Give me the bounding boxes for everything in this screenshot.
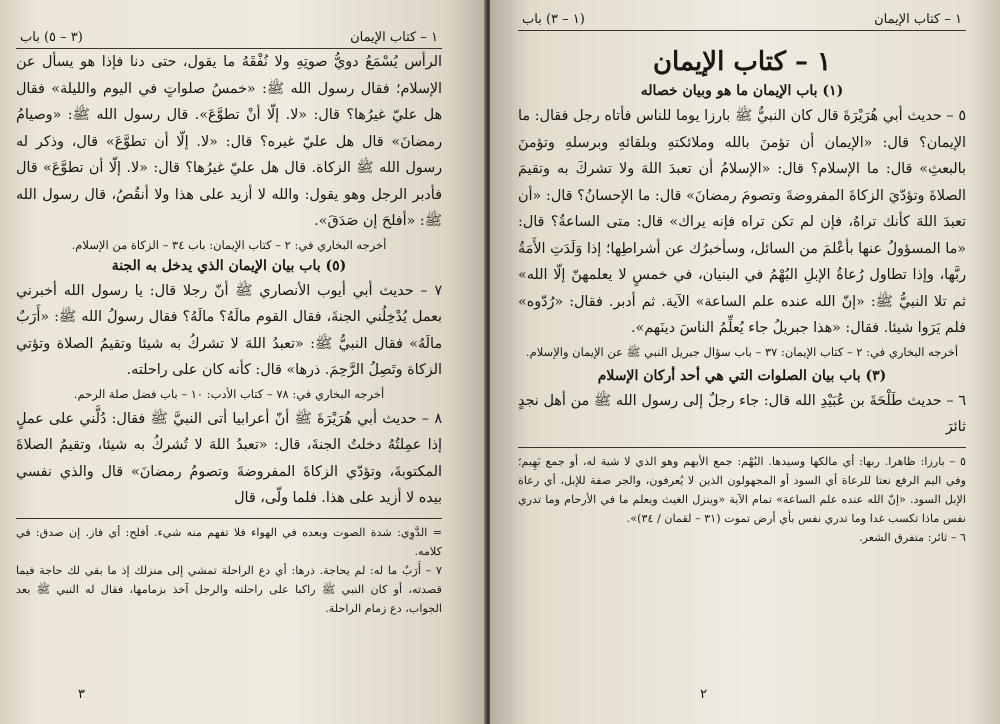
hadith-text: ٧ – حديث أبي أيوب الأنصاري ﷺ أنّ رجلا قال: يا رسول الله أخبرني بعمل يُدْخِلُني الجنةَ، فقال القوم مالَهُ؟ مالَهُ؟ فقال رسولُ الله ﷺ: «أَرَبٌ مالَهُ» فقال النبيُّ ﷺ: «تعبدُ اللهَ لا تشركُ به شيئا وتقيمُ الصلاة وتؤتي الزكاة وتَصِلُ الرَّحِمَ. ذرها» قال: كأنه كان على راحلته. (16, 282, 442, 378)
footnote: = الدَّوِي: شدة الصوت وبعده في الهواء فلا تفهم منه شيء. أفلح: أي فاز. إن صدق: في كلامه. (16, 525, 442, 558)
hadith-text: الرأس يُسْمَعُ دويُّ صوتِهِ ولا نُفْقَهُ ما يقول، حتى دنا فإذا هو يسأل عن الإسلام؛ فقال رسول الله ﷺ: «خمسُ صلواتٍ في اليوم والليلة» فقال هل عليّ غيرُها؟ قال: «لا. إلّا أنْ تطوَّعَ». قال رسول الله ﷺ: «وصيامُ رمضانَ» قال هل عليّ غيره؟ قال: «لا. إلّا أن تطوَّعَ» قال، وذكر له رسول الله ﷺ الزكاة. قال هل عليّ غيرُها؟ قال: «لا. إلّا أن تطوَّعَ» قال فأدبر الرجل وهو يقول: والله لا أزيد على هذا ولا أنقُصُ، قال رسول الله ﷺ: «أفلحَ إن صَدَقَ». (16, 54, 442, 229)
running-head (518, 12, 966, 31)
book-title: ١ – كتاب الإيمان (652, 47, 832, 77)
running-head (16, 30, 442, 49)
chapter-heading: (١) باب الإيمان ما هو وبيان خصاله (640, 83, 844, 99)
chapter-heading: (٥) باب بيان الإيمان الذي يدخل به الجنة (111, 257, 347, 274)
footnotes (518, 447, 966, 547)
hadith-text: ٨ – حديث أبي هُرَيْرَةَ ﷺ أنّ أعرابيا أتى النبيَّ ﷺ فقال: دُلَّني على عملٍ إذا عمِلتُهُ دخلتُ الجنةَ، قال: «تعبدُ اللهَ لا تُشركُ به شيئا، وتقيمُ الصلاةَ المكتوبةَ، وتؤدّي الزكاةَ المفروضةَ وتصومُ رمضانَ» قال والذي نفسي بيده لا أزيد على هذا. فلما ولّى، قال (16, 410, 442, 506)
page-number: ٣ (78, 687, 85, 702)
running-head-chapter: ١ – كتاب الإيمان (874, 12, 962, 27)
running-head-section: (٣ – ٥) باب (20, 30, 83, 45)
left-page (0, 0, 486, 724)
page-body (518, 83, 966, 441)
page-body (16, 49, 442, 512)
source-reference: أخرجه البخاري في: ٢ – كتاب الإيمان: باب ٣٤ – الزكاة من الإسلام. (71, 237, 387, 252)
hadith-text: ٦ – حديث طَلْحَةَ بن عُبَيْدِ الله قال: جاء رجلٌ إلى رسول الله ﷺ من أهل نجدٍ ثائرَ (518, 392, 966, 435)
source-reference: أخرجه البخاري في: ٧٨ – كتاب الأدب: ١٠ – باب فضل صلة الرحم. (73, 386, 385, 401)
footnotes (16, 518, 442, 618)
footnote: ٥ – بارزا: ظاهرا. ربها: أي مالكها وسيدها. البُهْم: جمع الأبهم وهو الذي لا شية له، أو جمع بَهِيم؛ وفي اليم الرفع نعتا للرعاة أي السود أو المجهولون الذين لا يُعرفون، والجر صفة للإبل، أي رعاة الإبل السود. «إنّ الله عنده علم الساعة» تمام الآية «وينزل الغيث ويعلم ما في الأرحام وما تدري نفس ماذا تكسب غدا وما تدري نفس بأي أرض تموت (٣١ – لقمان / ٣٤)». (518, 454, 966, 525)
page-number: ٢ (700, 687, 707, 702)
source-reference: أخرجه البخاري في: ٢ – كتاب الإيمان: ٣٧ – باب سؤال جبريل النبي ﷺ عن الإيمان والإسلام. (525, 344, 959, 359)
running-head-chapter: ١ – كتاب الإيمان (350, 30, 438, 45)
chapter-heading: (٣) باب بيان الصلوات التي هي أحد أركان الإسلام (597, 367, 887, 384)
running-head-section: (١ – ٣) باب (522, 12, 585, 27)
footnote: ٦ – ثائر: متفرق الشعر. (859, 530, 966, 544)
right-page (490, 0, 1000, 724)
footnote: ٧ – أَرَبٌ ما له: لم يحاجة. ذرها: أي دع الراحلة تمشي إلى منزلك إذ ما بقي لك حاجة فيما قصدته، أو كان النبي ﷺ راكبا على راحلته والرجل آخذ بزمامها، فقال له النبي ﷺ بعد الجواب، دع زمام الراحلة. (16, 563, 442, 615)
hadith-text: ٥ – حديث أبي هُرَيْرَةَ قال كان النبيُّ ﷺ بارزا يوما للناس فأتاه رجل فقال: ما الإيمان؟ قال: «الإيمان أن تؤمنَ بالله وملائكتهِ وبلقائهِ وبرسلهِ وتؤمنَ بالبعثِ» قال: ما الإسلام؟ قال: «الإسلامُ أن تعبدَ اللهَ ولا تشركَ به وتقيمَ الصلاةَ وتؤدّيَ الزكاةَ المفروضةَ وتصومَ رمضانَ» قال: ما الإحسانُ؟ قال: «أن تعبدَ اللهَ كأنك تراهُ، فإن لم تكن تراه فإنه يراك» قال: متى الساعةُ؟ قال: «ما المسؤولُ عنها بأعْلمَ من السائل، وسأخبرُك عن أشراطِها؛ إذا وَلَدَتِ الأَمَةُ ربَّها، وإذا تطاول رُعاةُ الإبلِ البُهْمُ في البنيان، في خمسٍ لا يعلمهنّ إلّا الله» ثم تلا النبيُّ ﷺ: «إنّ الله عنده علم الساعة» الآية. ثم أدبر. فقال: «رُدّوه» فلم يَرَوا شيئا. فقال: «هذا جبريلُ جاء يُعلِّمُ الناسَ دينَهم». (518, 108, 966, 336)
